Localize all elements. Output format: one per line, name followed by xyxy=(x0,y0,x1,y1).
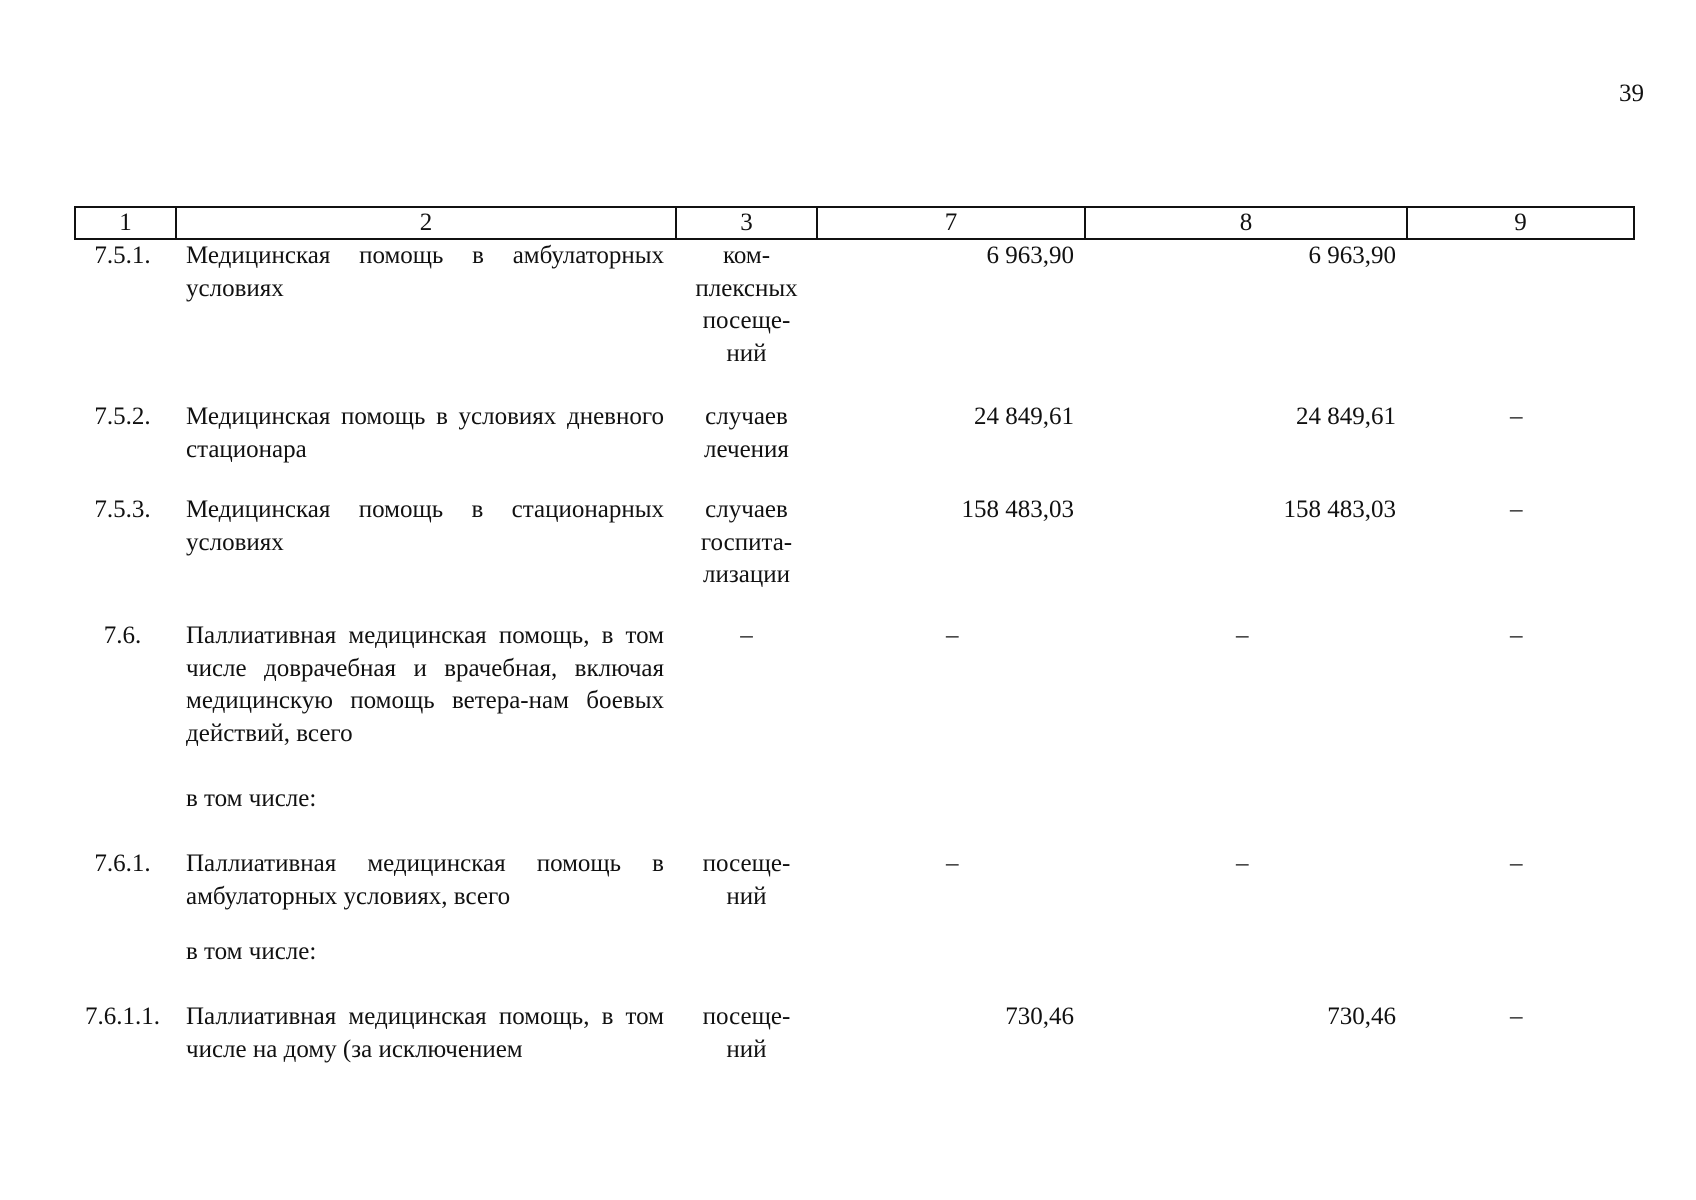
row-unit xyxy=(676,1001,817,1071)
unit-text: посеще- ний xyxy=(702,1003,791,1063)
table-row xyxy=(75,1001,1634,1071)
table-row xyxy=(75,620,1634,783)
page-number: 39 xyxy=(1619,80,1644,107)
row-number: 7.6. xyxy=(103,622,142,649)
row-value-9: – xyxy=(1510,622,1523,649)
row-unit: – xyxy=(740,622,753,649)
row-unit xyxy=(676,239,817,401)
row-value-8: 6 963,90 xyxy=(1308,242,1396,269)
row-unit xyxy=(676,848,817,936)
header-cell-9: 9 xyxy=(1407,207,1634,239)
row-value-8: 730,46 xyxy=(1327,1003,1396,1030)
unit-text: случаев лечения xyxy=(704,403,789,463)
note-text: в том числе: xyxy=(186,938,317,965)
row-name: Медицинская помощь в условиях дневного стационара xyxy=(186,403,664,463)
row-value-8: 158 483,03 xyxy=(1283,496,1396,523)
row-value-9: – xyxy=(1510,850,1523,877)
row-value-9 xyxy=(1407,239,1634,401)
row-value-7: 158 483,03 xyxy=(961,496,1074,523)
row-number: 7.5.1. xyxy=(94,242,151,269)
row-number: 7.6.1. xyxy=(94,850,151,877)
note-row xyxy=(75,783,1634,848)
row-value-7: – xyxy=(946,622,959,649)
row-value-8: – xyxy=(1236,850,1249,877)
note-row xyxy=(75,936,1634,1001)
table-row xyxy=(75,494,1634,620)
table-row xyxy=(75,239,1634,401)
table-row xyxy=(75,848,1634,936)
data-table xyxy=(74,206,1635,1071)
row-value-8: 24 849,61 xyxy=(1296,403,1396,430)
row-value-9: – xyxy=(1510,403,1523,430)
row-unit xyxy=(676,401,817,494)
header-cell-2: 2 xyxy=(176,207,676,239)
row-name: Медицинская помощь в амбулаторных условиях xyxy=(186,242,664,302)
row-name: Паллиативная медицинская помощь, в том числе на дому (за исключением xyxy=(186,1003,664,1063)
header-cell-7: 7 xyxy=(817,207,1085,239)
row-name: Медицинская помощь в стационарных условиях xyxy=(186,496,664,556)
row-value-7: – xyxy=(946,850,959,877)
row-value-7: 730,46 xyxy=(1005,1003,1074,1030)
header-cell-3: 3 xyxy=(676,207,817,239)
header-row xyxy=(75,207,1634,239)
row-number: 7.6.1.1. xyxy=(85,1003,160,1030)
row-name: Паллиативная медицинская помощь, в том числе доврачебная и врачебная, включая медицинскую помощь ветера-нам боевых действий, всего xyxy=(186,622,664,747)
header-cell-8: 8 xyxy=(1085,207,1407,239)
row-unit xyxy=(676,494,817,620)
unit-text: посеще- ний xyxy=(702,850,791,910)
row-value-7: 6 963,90 xyxy=(986,242,1074,269)
note-text: в том числе: xyxy=(186,785,317,812)
table-row xyxy=(75,401,1634,494)
row-value-7: 24 849,61 xyxy=(974,403,1074,430)
row-value-9: – xyxy=(1510,496,1523,523)
row-name: Паллиативная медицинская помощь в амбулаторных условиях, всего xyxy=(186,850,664,910)
row-value-9: – xyxy=(1510,1003,1523,1030)
unit-text: ком- плексных посеще- ний xyxy=(695,242,798,367)
unit-text: случаев госпита- лизации xyxy=(700,496,793,588)
row-value-8: – xyxy=(1236,622,1249,649)
row-number: 7.5.2. xyxy=(94,403,151,430)
row-number: 7.5.3. xyxy=(94,496,151,523)
header-cell-1: 1 xyxy=(75,207,176,239)
